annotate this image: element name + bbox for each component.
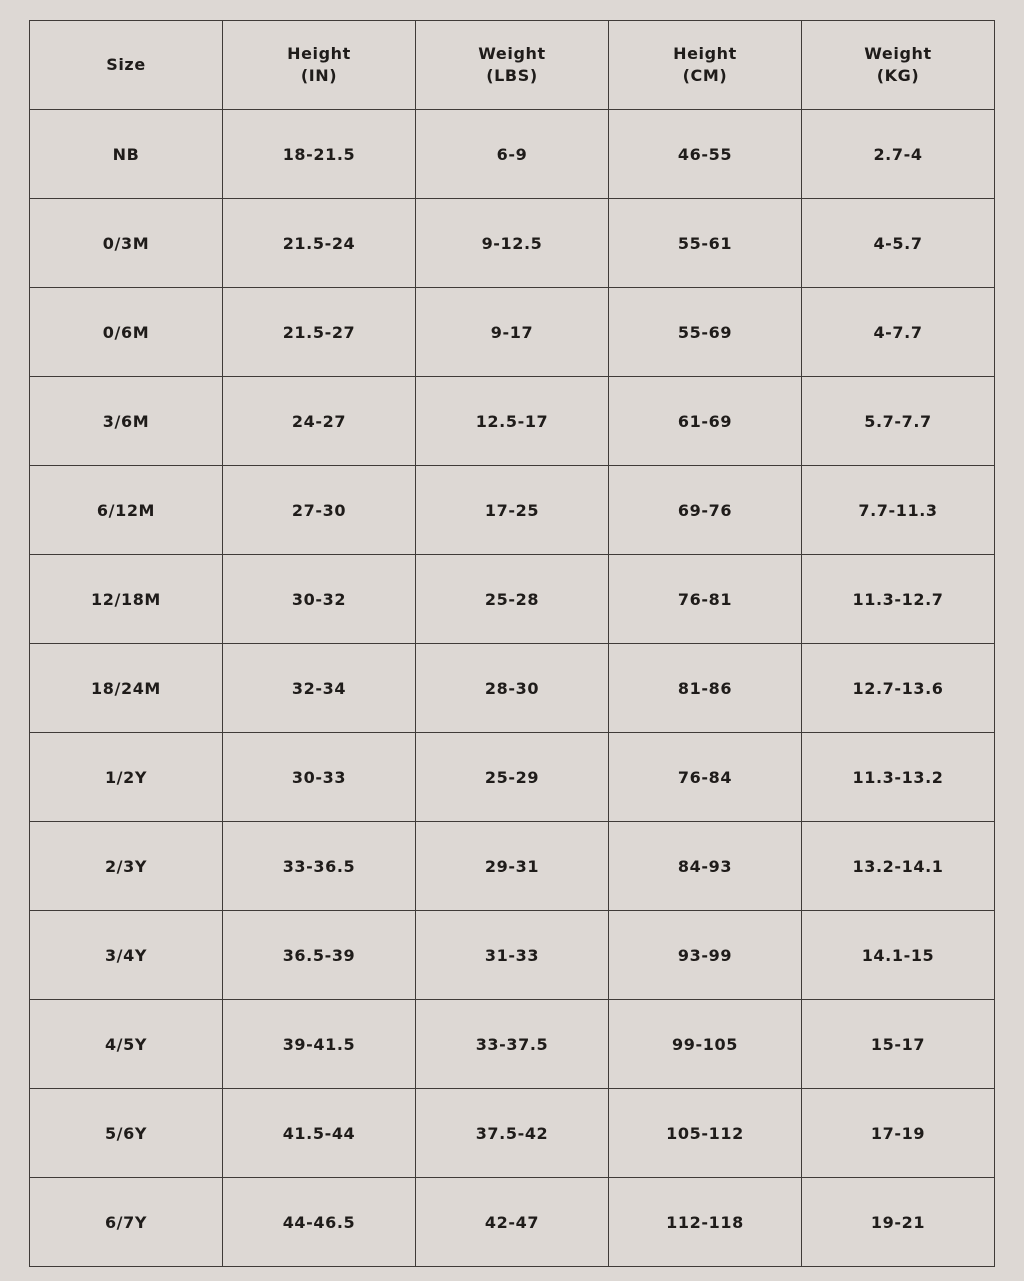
table-row	[30, 466, 995, 555]
height-in-cell: 30-32	[223, 555, 416, 644]
header-size: Size	[30, 21, 223, 110]
height-cm-cell: 93-99	[609, 911, 802, 1000]
weight-kg-cell: 11.3-12.7	[802, 555, 995, 644]
height-cm-cell: 105-112	[609, 1089, 802, 1178]
weight-lbs-cell: 33-37.5	[416, 1000, 609, 1089]
weight-lbs-cell: 42-47	[416, 1178, 609, 1267]
weight-lbs-cell: 37.5-42	[416, 1089, 609, 1178]
header-weight-lbs: Weight (LBS)	[416, 21, 609, 110]
weight-lbs-cell: 29-31	[416, 822, 609, 911]
table-row	[30, 1000, 995, 1089]
table-row	[30, 555, 995, 644]
table-row	[30, 644, 995, 733]
weight-kg-cell: 5.7-7.7	[802, 377, 995, 466]
height-in-cell: 27-30	[223, 466, 416, 555]
weight-kg-cell: 11.3-13.2	[802, 733, 995, 822]
table-row	[30, 110, 995, 199]
height-in-cell: 41.5-44	[223, 1089, 416, 1178]
height-in-cell: 36.5-39	[223, 911, 416, 1000]
size-cell: NB	[30, 110, 223, 199]
height-cm-cell: 76-84	[609, 733, 802, 822]
height-cm-cell: 81-86	[609, 644, 802, 733]
weight-kg-cell: 15-17	[802, 1000, 995, 1089]
size-chart	[29, 20, 995, 1267]
weight-kg-cell: 14.1-15	[802, 911, 995, 1000]
height-in-cell: 44-46.5	[223, 1178, 416, 1267]
size-cell: 5/6Y	[30, 1089, 223, 1178]
weight-lbs-cell: 25-29	[416, 733, 609, 822]
size-cell: 6/7Y	[30, 1178, 223, 1267]
header-height-cm: Height (CM)	[609, 21, 802, 110]
weight-kg-cell: 13.2-14.1	[802, 822, 995, 911]
size-cell: 3/4Y	[30, 911, 223, 1000]
weight-kg-cell: 17-19	[802, 1089, 995, 1178]
table-row	[30, 377, 995, 466]
height-cm-cell: 99-105	[609, 1000, 802, 1089]
height-in-cell: 24-27	[223, 377, 416, 466]
height-cm-cell: 55-61	[609, 199, 802, 288]
weight-lbs-cell: 28-30	[416, 644, 609, 733]
height-cm-cell: 55-69	[609, 288, 802, 377]
weight-lbs-cell: 12.5-17	[416, 377, 609, 466]
size-cell: 0/6M	[30, 288, 223, 377]
header-row	[30, 21, 995, 110]
weight-kg-cell: 12.7-13.6	[802, 644, 995, 733]
table-row	[30, 199, 995, 288]
height-in-cell: 39-41.5	[223, 1000, 416, 1089]
header-height-in: Height (IN)	[223, 21, 416, 110]
table-row	[30, 288, 995, 377]
height-in-cell: 32-34	[223, 644, 416, 733]
height-cm-cell: 46-55	[609, 110, 802, 199]
header-weight-kg: Weight (KG)	[802, 21, 995, 110]
weight-lbs-cell: 17-25	[416, 466, 609, 555]
size-cell: 18/24M	[30, 644, 223, 733]
height-cm-cell: 84-93	[609, 822, 802, 911]
weight-lbs-cell: 25-28	[416, 555, 609, 644]
table-row	[30, 1178, 995, 1267]
weight-lbs-cell: 9-12.5	[416, 199, 609, 288]
weight-lbs-cell: 31-33	[416, 911, 609, 1000]
height-cm-cell: 76-81	[609, 555, 802, 644]
weight-kg-cell: 4-5.7	[802, 199, 995, 288]
table-row	[30, 733, 995, 822]
weight-lbs-cell: 9-17	[416, 288, 609, 377]
height-in-cell: 18-21.5	[223, 110, 416, 199]
height-in-cell: 21.5-24	[223, 199, 416, 288]
size-cell: 1/2Y	[30, 733, 223, 822]
weight-kg-cell: 2.7-4	[802, 110, 995, 199]
table-row	[30, 1089, 995, 1178]
height-cm-cell: 112-118	[609, 1178, 802, 1267]
height-in-cell: 33-36.5	[223, 822, 416, 911]
height-cm-cell: 69-76	[609, 466, 802, 555]
height-cm-cell: 61-69	[609, 377, 802, 466]
size-cell: 6/12M	[30, 466, 223, 555]
size-cell: 12/18M	[30, 555, 223, 644]
size-cell: 4/5Y	[30, 1000, 223, 1089]
size-cell: 0/3M	[30, 199, 223, 288]
size-cell: 2/3Y	[30, 822, 223, 911]
size-chart-table	[29, 20, 995, 1267]
weight-lbs-cell: 6-9	[416, 110, 609, 199]
weight-kg-cell: 7.7-11.3	[802, 466, 995, 555]
table-row	[30, 911, 995, 1000]
height-in-cell: 30-33	[223, 733, 416, 822]
table-row	[30, 822, 995, 911]
weight-kg-cell: 19-21	[802, 1178, 995, 1267]
size-cell: 3/6M	[30, 377, 223, 466]
height-in-cell: 21.5-27	[223, 288, 416, 377]
weight-kg-cell: 4-7.7	[802, 288, 995, 377]
